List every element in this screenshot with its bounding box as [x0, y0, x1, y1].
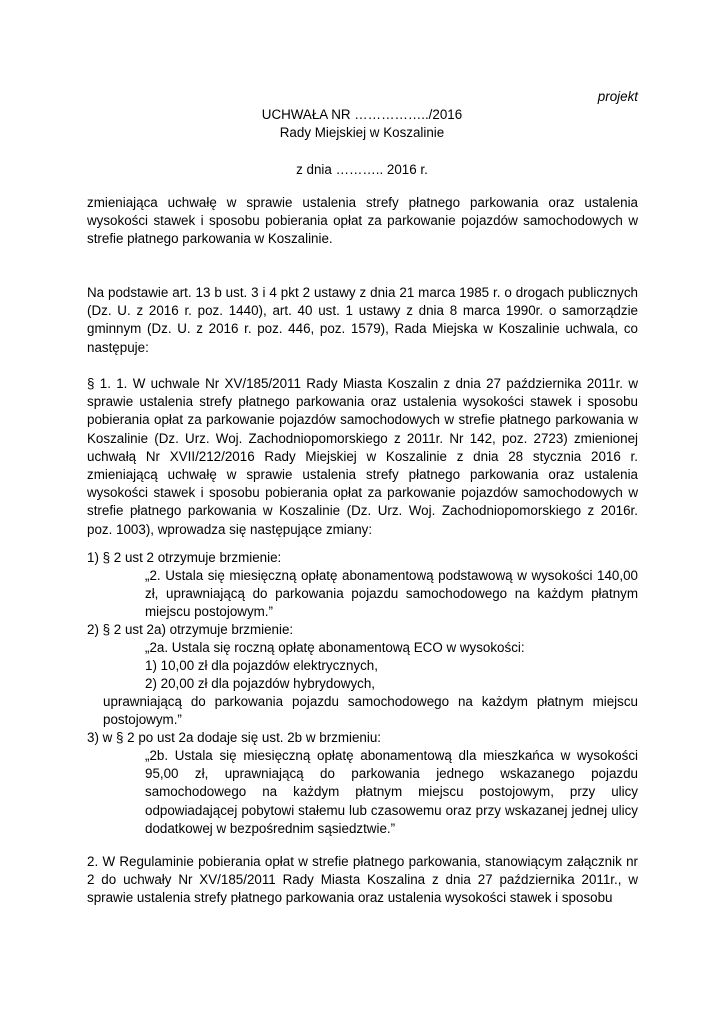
change-1-text: „2. Ustala się miesięczną opłatę abonamentową podstawową w wysokości 140,00 zł, uprawniającą do parkowania pojazdu samochodowego na każdym płatnym miejscu postojowym.”: [145, 568, 638, 620]
change-2-item-1: 1) 10,00 zł dla pojazdów elektrycznych,: [145, 658, 378, 673]
draft-label: projekt: [597, 89, 638, 104]
change-3-label: 3) w § 2 po ust 2a dodaje się ust. 2b w brzmieniu:: [87, 730, 382, 745]
change-1-label: 1) § 2 ust 2 otrzymuje brzmienie:: [87, 550, 282, 565]
section-1-intro: § 1. 1. W uchwale Nr XV/185/2011 Rady Miasta Koszalin z dnia 27 października 2011r. w sprawie ustalenia strefy płatnego parkowania oraz ustalenia wysokości stawek i sposobu pobierania opłat za parkowanie pojazdów samochodowych w strefie płatnego parkowania w Koszalinie (Dz. Urz. Woj. Zachodniopomorskiego z 2011r. Nr 142, poz. 2723) zmienionej uchwałą Nr XVII/212/2016 Rady Miejskiej w Koszalinie z dnia 28 stycznia 2016 r. zmieniającą uchwałę w sprawie ustalenia strefy płatnego parkowania oraz ustalenia wysokości stawek i sposobu pobierania opłat za parkowanie pojazdów samochodowych w strefie płatnego parkowania w Koszalinie (Dz. Urz. Woj. Zachodniopomorskiego z 2016r. poz. 1003), wprowadza się następujące zmiany:: [87, 376, 638, 537]
legal-basis: Na podstawie art. 13 b ust. 3 i 4 pkt 2 ustawy z dnia 21 marca 1985 r. o drogach publicznych (Dz. U. z 2016 r. poz. 1440), art. 40 ust. 1 ustawy z dnia 8 marca 1990r. o samorządzie gminnym (Dz. U. z 2016 r. poz. 446, poz. 1579), Rada Miejska w Koszalinie uchwala, co następuje:: [87, 285, 638, 355]
council-name: Rady Miejskiej w Koszalinie: [279, 125, 445, 140]
resolution-subject: zmieniająca uchwałę w sprawie ustalenia strefy płatnego parkowania oraz ustalenia wysokości stawek i sposobu pobierania opłat za parkowanie pojazdów samochodowych w strefie płatnego parkowania w Koszalinie.: [87, 195, 638, 247]
change-2-item-2: 2) 20,00 zł dla pojazdów hybrydowych,: [145, 676, 376, 691]
section-2-start: 2. W Regulaminie pobierania opłat w strefie płatnego parkowania, stanowiącym załącznik nr 2 do uchwały Nr XV/185/2011 Rady Miasta Koszalina z dnia 27 października 2011r., w sprawie ustalenia strefy płatnego parkowania oraz ustalenia wysokości stawek i sposobu: [87, 854, 638, 906]
resolution-date: z dnia ……….. 2016 r.: [296, 162, 428, 177]
change-2-label: 2) § 2 ust 2a) otrzymuje brzmienie:: [87, 622, 294, 637]
change-3-text: „2b. Ustala się miesięczną opłatę abonamentową dla mieszkańca w wysokości 95,00 zł, uprawniającą do parkowania jednego wskazanego pojazdu samochodowego na każdym płatnym miejscu postojowym, przy ulicy odpowiadającej pobytowi stałemu lub czasowemu oraz przy wskazanej jednej ulicy dodatkowej w bezpośrednim sąsiedztwie.”: [145, 748, 638, 836]
change-2-tail: uprawniającą do parkowania pojazdu samochodowego na każdym płatnym miejscu postojowym.”: [103, 694, 638, 728]
resolution-number: UCHWAŁA NR ……………../2016: [261, 107, 463, 122]
change-2-text: „2a. Ustala się roczną opłatę abonamentową ECO w wysokości:: [145, 640, 525, 655]
